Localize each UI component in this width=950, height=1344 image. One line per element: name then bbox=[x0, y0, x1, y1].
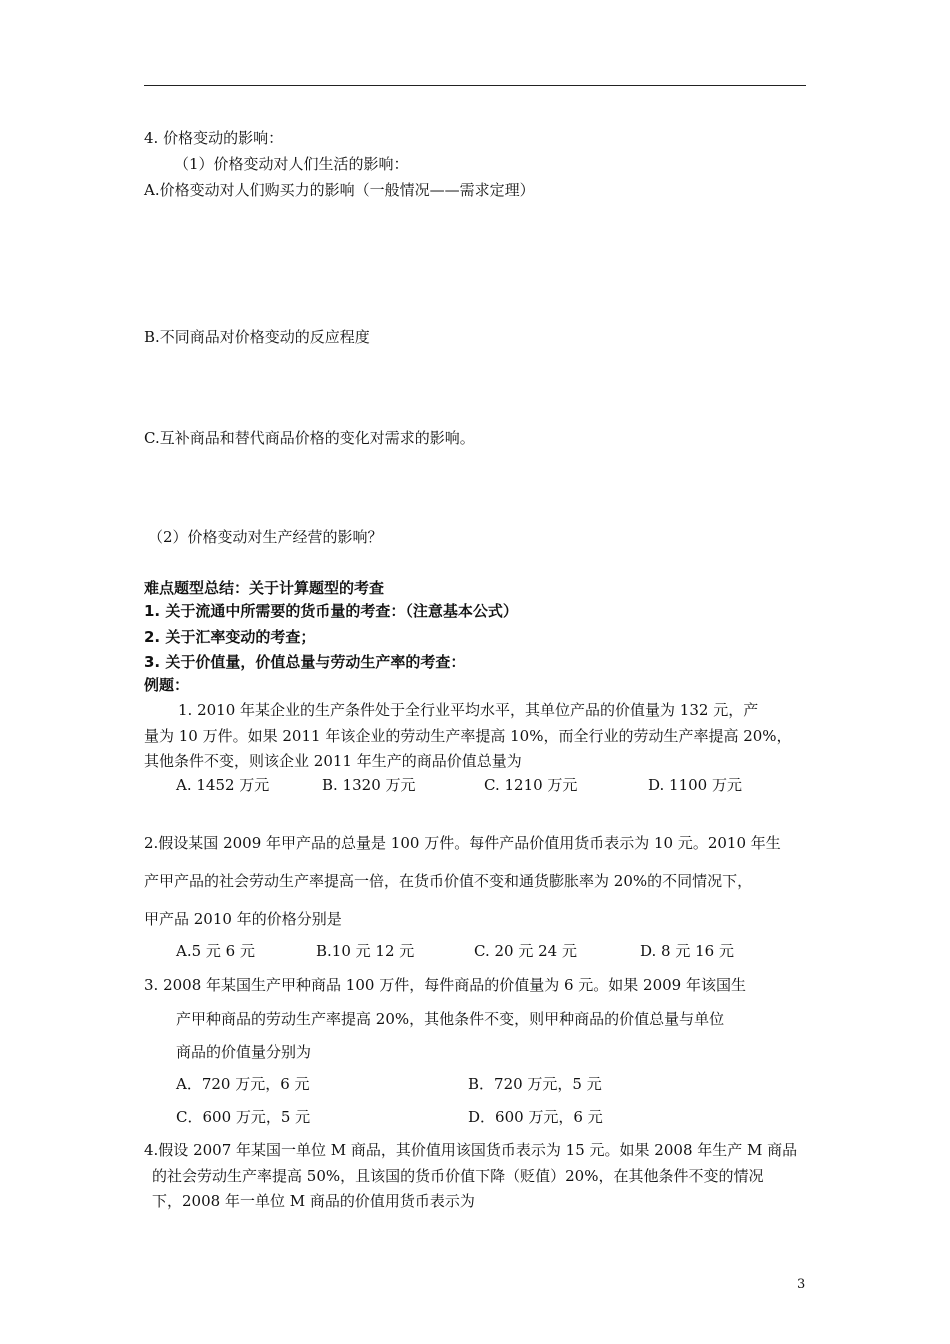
q3-line: 3. 2008 年某国生产甲种商品 100 万件，每件商品的价值量为 6 元。如果 2009 年该国生 bbox=[144, 976, 746, 994]
q3-option: A．720 万元，6 元 bbox=[176, 1075, 310, 1093]
q1-line: 量为 10 万件。如果 2011 年该企业的劳动生产率提高 10%，而全行业的劳动生产率提高 20%， bbox=[144, 727, 792, 745]
q3-option: D．600 万元，6 元 bbox=[468, 1108, 603, 1126]
q3-line: 产甲种商品的劳动生产率提高 20%，其他条件不变，则甲种商品的价值总量与单位 bbox=[176, 1010, 725, 1028]
header-rule bbox=[144, 85, 806, 86]
section-4-sub2: （2）价格变动对生产经营的影响？ bbox=[148, 528, 383, 546]
section-4-sub1: （1）价格变动对人们生活的影响： bbox=[174, 155, 409, 173]
q3-line: 商品的价值量分别为 bbox=[176, 1043, 312, 1061]
examples-label: 例题： bbox=[144, 676, 190, 694]
summary-item: 2. 关于汇率变动的考查； bbox=[144, 628, 316, 646]
q1-option: A. 1452 万元 bbox=[176, 776, 270, 794]
q4-line: 4.假设 2007 年某国一单位 M 商品，其价值用该国货币表示为 15 元。如果 2008 年生产 M 商品 bbox=[144, 1141, 798, 1159]
q1-line: 其他条件不变，则该企业 2011 年生产的商品价值总量为 bbox=[144, 752, 522, 770]
q4-line: 的社会劳动生产率提高 50%，且该国的货币价值下降（贬值）20%，在其他条件不变的情况 bbox=[152, 1167, 764, 1185]
q1-option: D. 1100 万元 bbox=[648, 776, 742, 794]
q3-option: B．720 万元，5 元 bbox=[468, 1075, 602, 1093]
section-4-item-a: A.价格变动对人们购买力的影响（一般情况——需求定理） bbox=[144, 181, 535, 199]
summary-item: 1. 关于流通中所需要的货币量的考查：（注意基本公式） bbox=[144, 602, 518, 620]
section-4-item-c: C.互补商品和替代商品价格的变化对需求的影响。 bbox=[144, 429, 475, 447]
q2-option: A.5 元 6 元 bbox=[176, 942, 255, 960]
q2-option: B.10 元 12 元 bbox=[316, 942, 415, 960]
q2-option: D. 8 元 16 元 bbox=[640, 942, 734, 960]
section-4-title: 4. 价格变动的影响： bbox=[144, 129, 284, 147]
q2-option: C. 20 元 24 元 bbox=[474, 942, 577, 960]
q3-option: C．600 万元，5 元 bbox=[176, 1108, 311, 1126]
q2-line: 甲产品 2010 年的价格分别是 bbox=[144, 910, 342, 928]
q1-option: B. 1320 万元 bbox=[322, 776, 416, 794]
summary-title: 难点题型总结：关于计算题型的考查 bbox=[144, 579, 385, 597]
section-4-item-b: B.不同商品对价格变动的反应程度 bbox=[144, 328, 370, 346]
q1-line: 1. 2010 年某企业的生产条件处于全行业平均水平，其单位产品的价值量为 132 元，产 bbox=[178, 701, 759, 719]
summary-item: 3. 关于价值量，价值总量与劳动生产率的考查： bbox=[144, 653, 466, 671]
q2-line: 产甲产品的社会劳动生产率提高一倍，在货币价值不变和通货膨胀率为 20%的不同情况下， bbox=[144, 872, 753, 890]
q2-line: 2.假设某国 2009 年甲产品的总量是 100 万件。每件产品价值用货币表示为 10 元。2010 年生 bbox=[144, 834, 781, 852]
page-number: 3 bbox=[797, 1277, 806, 1292]
q4-line: 下，2008 年一单位 M 商品的价值用货币表示为 bbox=[152, 1192, 475, 1210]
q1-option: C. 1210 万元 bbox=[484, 776, 578, 794]
